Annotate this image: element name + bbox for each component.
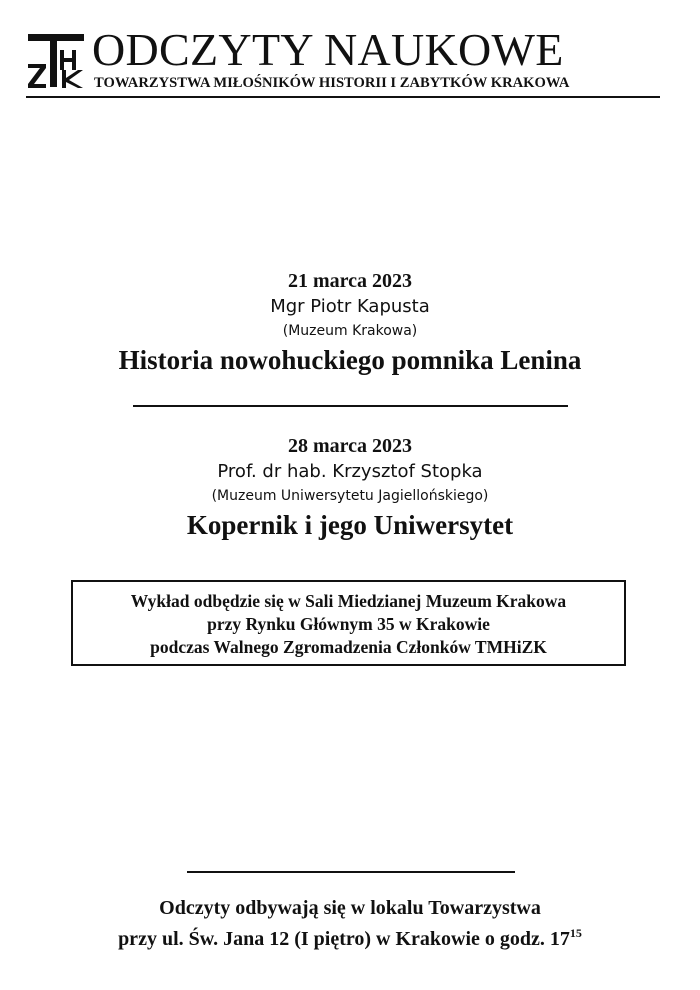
speaker-affiliation: (Muzeum Uniwersytetu Jagiellońskiego) (211, 488, 489, 504)
masthead (26, 24, 660, 98)
footer-divider (187, 871, 515, 873)
time-minutes-superscript: 15 (569, 926, 582, 940)
venue-line: podczas Walnego Zgromadzenia Członków TMHiZK (150, 637, 547, 657)
tmhizk-logo (26, 32, 86, 90)
lecture-1 (0, 268, 700, 378)
lecture-title: Kopernik i jego Uniwersytet (186, 510, 514, 540)
venue-line: przy Rynku Głównym 35 w Krakowie (207, 614, 490, 634)
lecture-date: 28 marca 2023 (287, 435, 413, 457)
masthead-rule (26, 96, 660, 98)
venue-line: Wykład odbędzie się w Sali Miedzianej Muzeum Krakowa (130, 591, 567, 611)
footer-address-line (0, 924, 700, 955)
lecture-2 (0, 433, 700, 543)
publication-title: ODCZYTY NAUKOWE (92, 24, 564, 75)
footer-address-text: przy ul. Św. Jana 12 (I piętro) w Krakowie o godz. 17 (118, 928, 570, 950)
footer (0, 893, 700, 955)
footer-location-line: Odczyty odbywają się w lokalu Towarzystwa (159, 897, 541, 919)
lecture-title: Historia nowohuckiego pomnika Lenina (118, 345, 582, 375)
speaker-affiliation: (Muzeum Krakowa) (282, 323, 418, 339)
society-name: TOWARZYSTWA MIŁOŚNIKÓW HISTORII I ZABYTKÓW KRAKOWA (94, 75, 570, 91)
lecture-speaker: Prof. dr hab. Krzysztof Stopka (217, 461, 483, 482)
section-divider (133, 405, 568, 407)
lecture-speaker: Mgr Piotr Kapusta (270, 296, 430, 317)
venue-notice-box (71, 580, 626, 666)
lecture-date: 21 marca 2023 (287, 270, 413, 292)
